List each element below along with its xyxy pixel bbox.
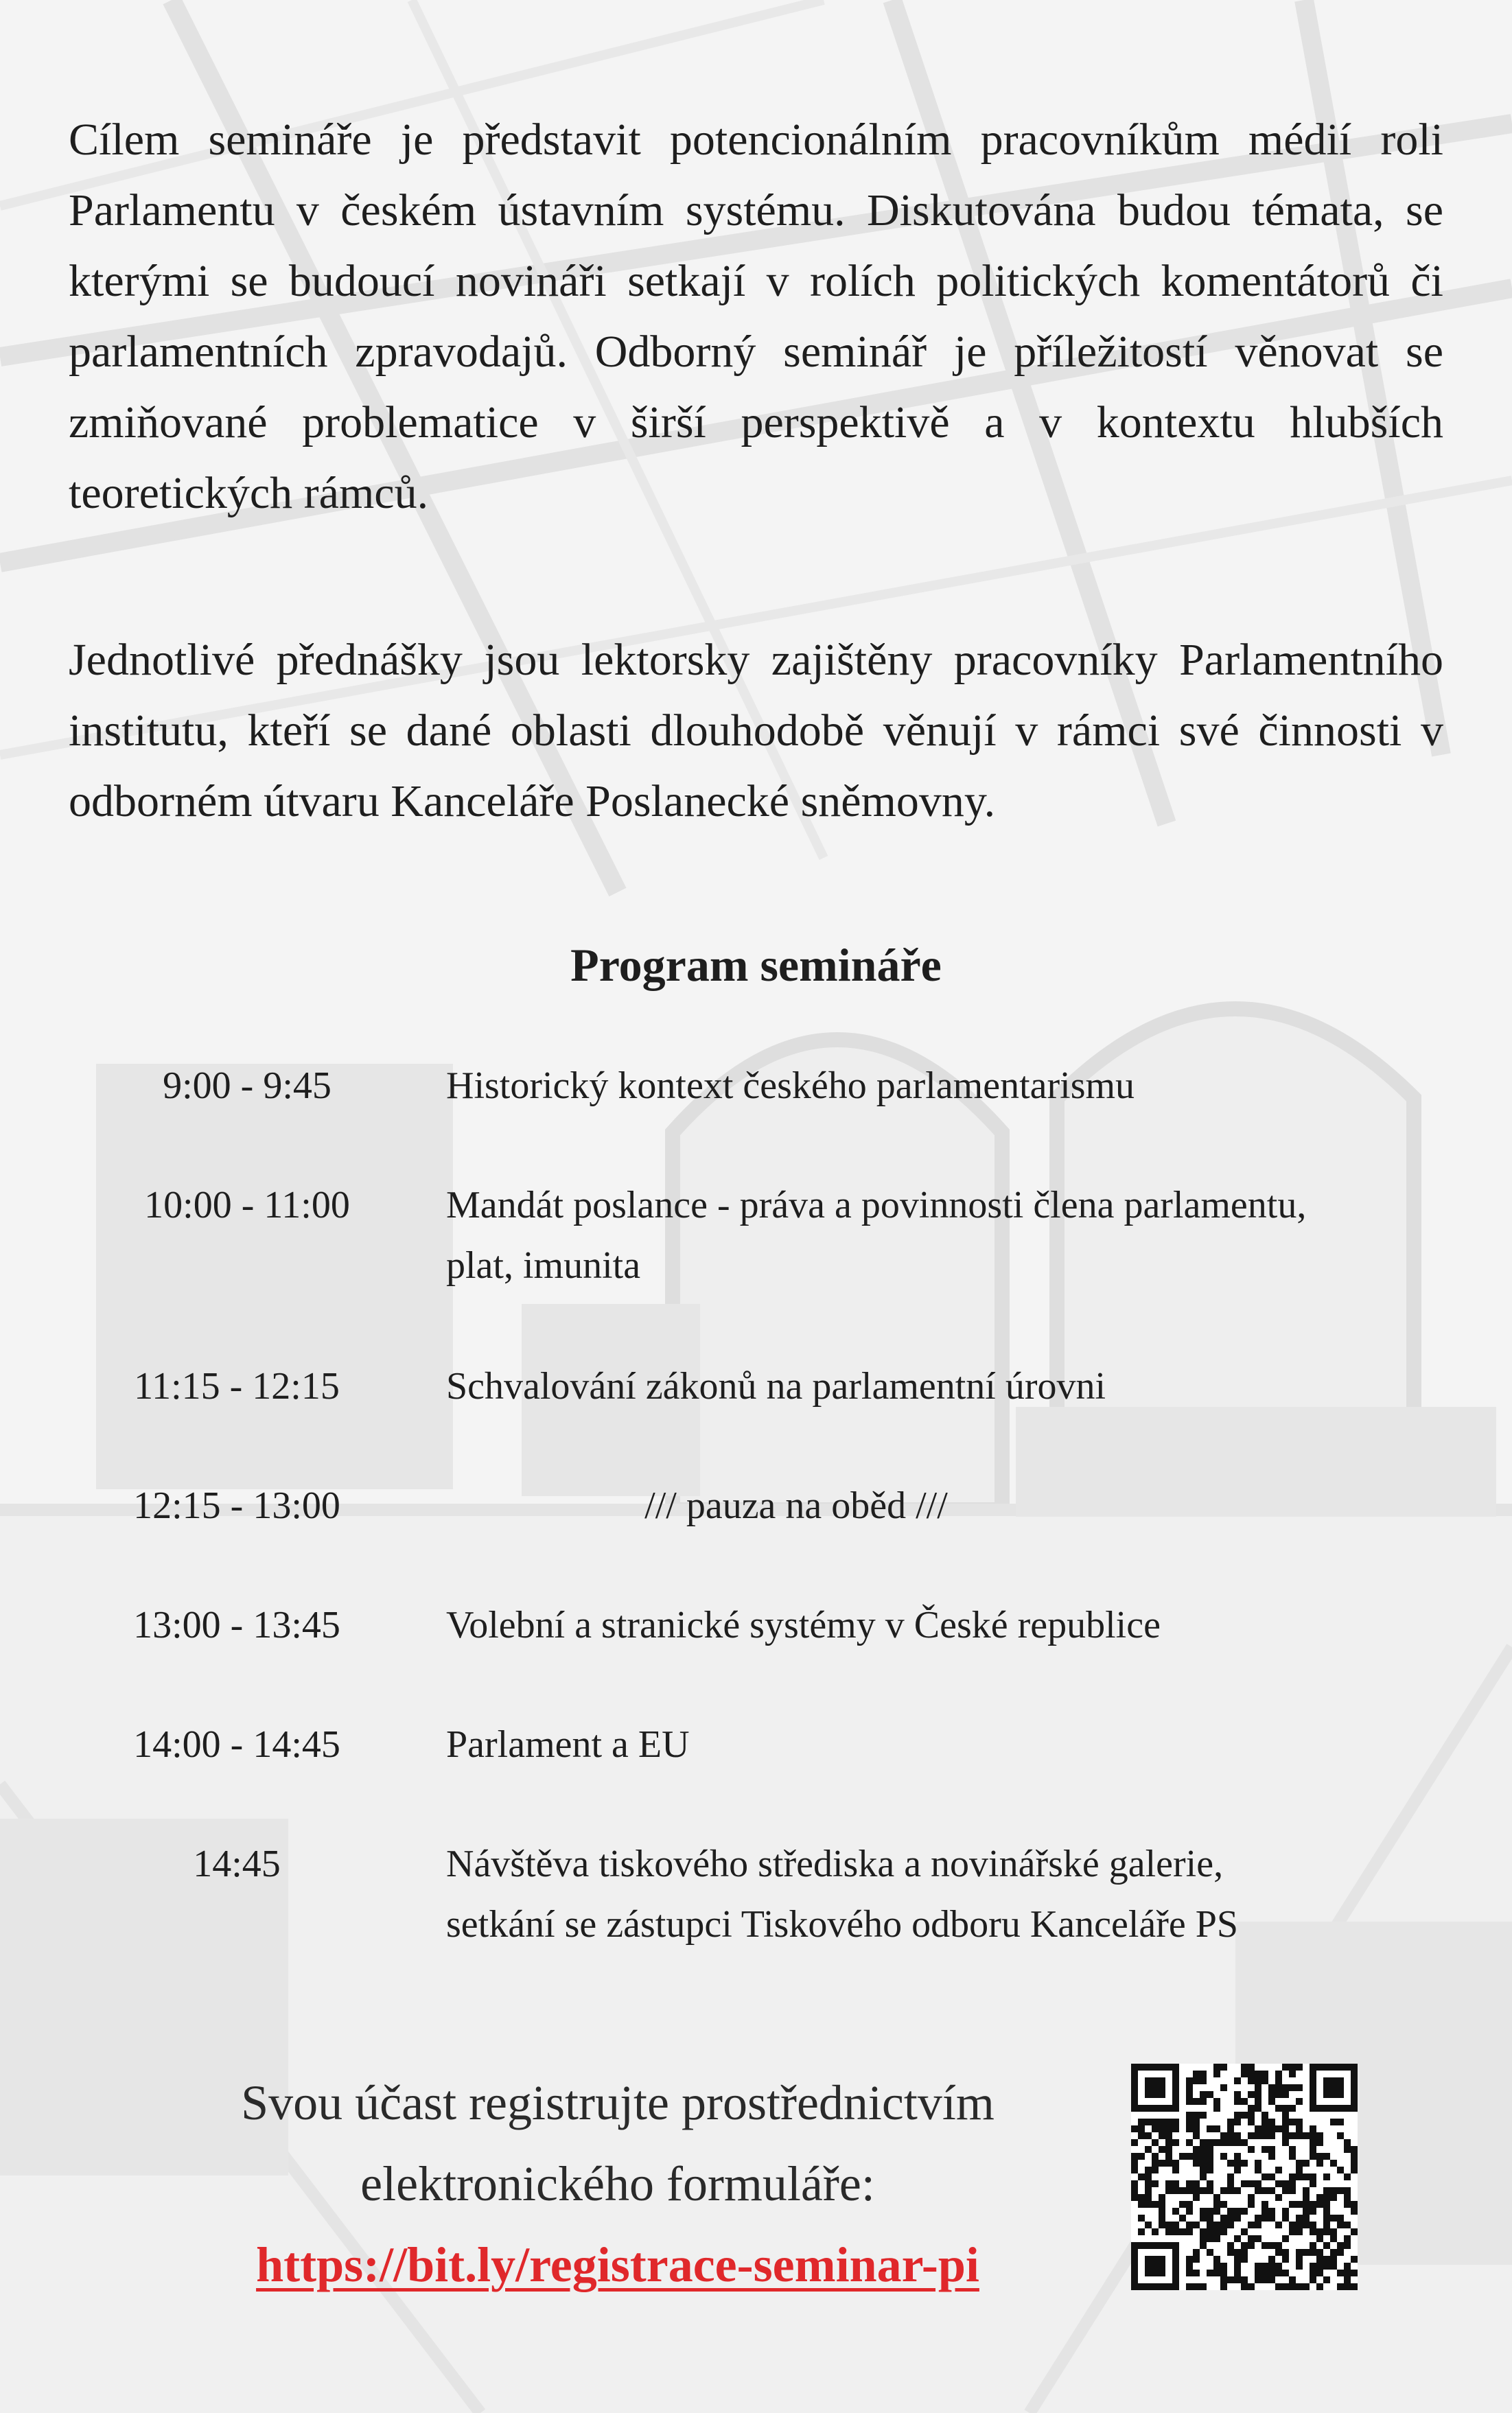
registration-block (103, 2062, 1132, 2305)
schedule-time: 14:45 (193, 1843, 281, 1885)
schedule-topic: Historický kontext českého parlamentarismu (446, 1064, 1135, 1107)
schedule-time: 12:15 - 13:00 (133, 1484, 340, 1527)
intro-paragraph-2: Jednotlivé přednášky jsou lektorsky zajištěny pracovníky Parlamentního institutu, kteří se dané oblasti dlouhodobě věnují v rámci své činnosti v odborném útvaru Kanceláře Poslanecké sněmovny. (69, 635, 1443, 826)
registration-link[interactable]: https://bit.ly/registrace-seminar-pi (256, 2237, 979, 2292)
schedule-time: 14:00 - 14:45 (133, 1723, 340, 1766)
intro-paragraph-1: Cílem semináře je představit potencionálním pracovníkům médií roli Parlamentu v českém ústavním systému. Diskutována budou témata, se kterými se budoucí novináři setkají v rolích politických komentátorů či parlamentních zpravodajů. Odborný seminář je příležitostí věnovat se zmiňované problematice v širší perspektivě a v kontextu hlubších teoretických rámců. (69, 115, 1443, 518)
schedule-topic: Volební a stranické systémy v České republice (446, 1604, 1161, 1646)
schedule-topic-line: Mandát poslance - práva a povinnosti člena parlamentu, (446, 1184, 1307, 1226)
schedule-topic (446, 1175, 1441, 1296)
schedule-topic (446, 1834, 1441, 1955)
schedule-topic-line: setkání se zástupci Tiskového odboru Kanceláře PS (446, 1903, 1239, 1946)
schedule-topic: Schvalování zákonů na parlamentní úrovni (446, 1365, 1106, 1408)
qr-code-icon[interactable] (1131, 2064, 1358, 2290)
schedule-time: 11:15 - 12:15 (134, 1365, 340, 1408)
registration-text-line-1: Svou účast registrujte prostřednictvím (241, 2075, 995, 2130)
schedule-topic-line: plat, imunita (446, 1244, 641, 1287)
registration-text-line-2: elektronického formuláře: (360, 2156, 875, 2211)
program-title: Program semináře (570, 939, 942, 991)
schedule-time: 10:00 - 11:00 (144, 1184, 350, 1226)
schedule-topic-line: Návštěva tiskového střediska a novinářské galerie, (446, 1843, 1224, 1885)
schedule-topic: Parlament a EU (446, 1723, 690, 1766)
schedule-break: /// pauza na oběd /// (644, 1484, 948, 1527)
schedule-time: 9:00 - 9:45 (163, 1064, 332, 1107)
schedule-time: 13:00 - 13:45 (133, 1604, 340, 1646)
